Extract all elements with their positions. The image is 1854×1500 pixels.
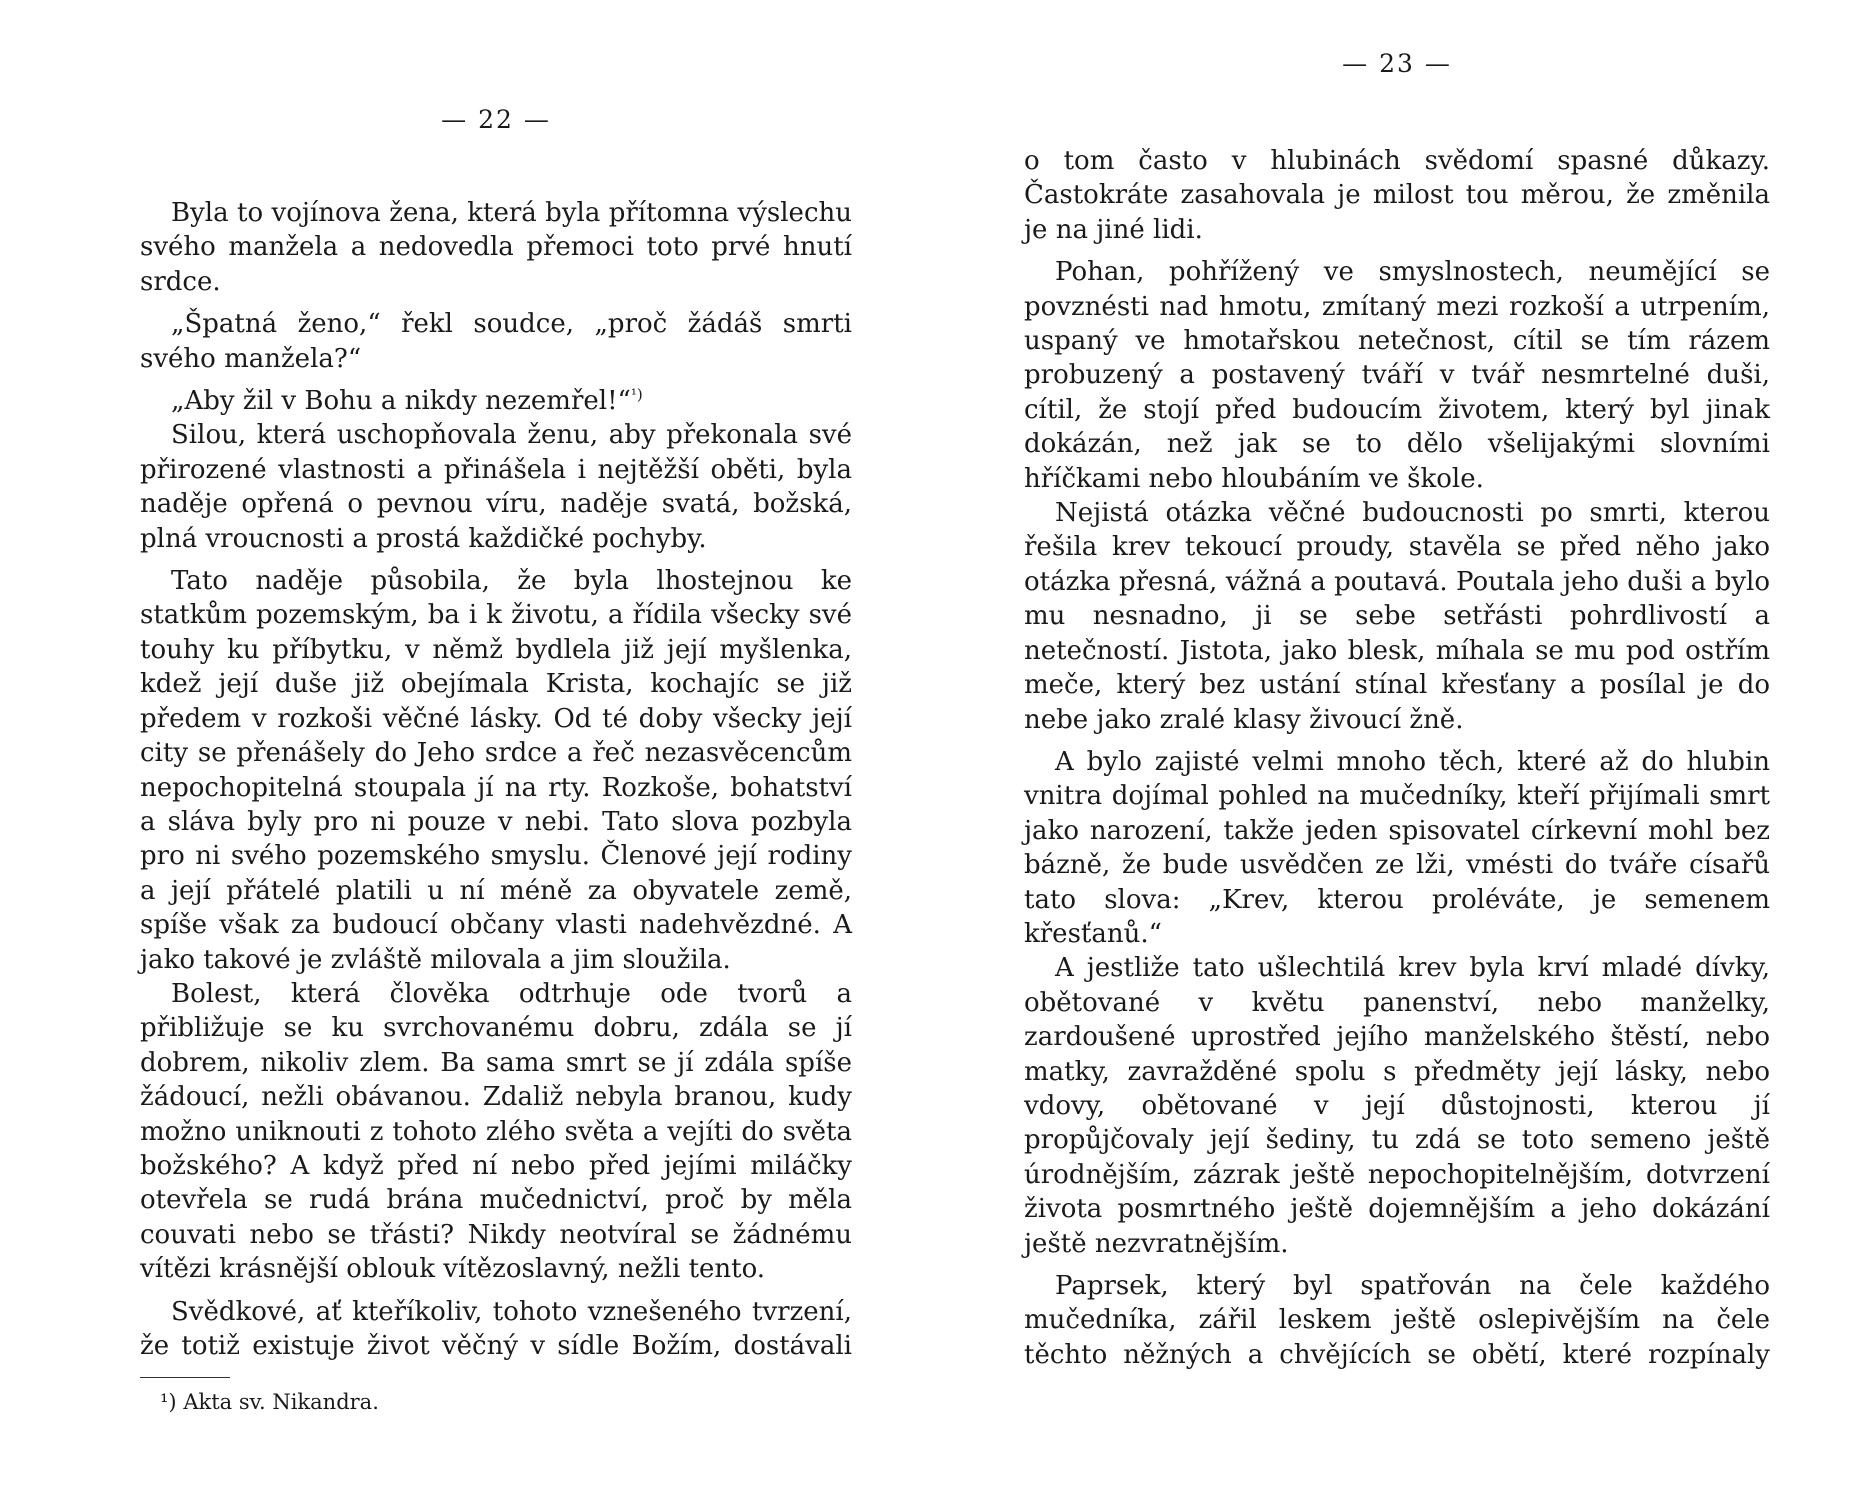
paragraph: Tato naděje působila, že byla lhostejnou ke statkům pozemským, ba i k životu, a řídila všecky své touhy ku příbytku, v němž bydlela již její myšlenka, kdež její duše již obejímala Krista, kochajíc se již předem v rozkoši věčné lásky. Od té doby všecky její city se přenášely do Jeho srdce a řeč nezasvěcencům nepochopitelná stoupala jí na rty. Rozkoše, bohatství a sláva byly pro ni pouze v nebi. Tato slova pozbyla pro ni svého pozemského smyslu. Členové její rodiny a její přátelé platili u ní méně za obyvatele země, spíše však za budoucí občany vlasti nadehvězdné. A jako takové je zvláště milovala a jim sloužila. — [140, 566, 852, 975]
paragraph — [140, 384, 852, 418]
paragraph: A jestliže tato ušlechtilá krev byla krví mladé dívky, obětované v květu panenství, nebo manželky, zardoušené uprostřed jejího manželského štěstí, nebo matky, zavražděné spolu s předměty její lásky, nebo vdovy, obětované v její důstojnosti, kterou jí propůjčovaly její šediny, tu zdá se toto semeno ještě úrodnějším, zázrak ještě nepochopitelnějším, dotvrzení života posmrtného ještě dojemnějším a jeho dokázání ještě nezvratnějším. — [1024, 953, 1770, 1259]
left-page — [140, 0, 852, 1416]
paragraph: Nejistá otázka věčné budoucnosti po smrti, kterou řešila krev tekoucí proudy, stavěla se před něho jako otázka přesná, vážná a poutavá. Poutala jeho duši a bylo mu nesnadno, ji se sebe setřásti pohrdlivostí a netečností. Jistota, jako blesk, míhala se mu pod ostřím meče, který bez ustání stínal křesťany a posílal je do nebe jako zralé klasy živoucí žně. — [1024, 498, 1770, 735]
paragraph: o tom často v hlubinách svědomí spasné důkazy. Častokráte zasahovala je milost tou měrou, že změnila je na jiné lidi. — [1024, 146, 1770, 245]
paragraph-text: „Aby žil v Bohu a nikdy nezemřel!“ — [171, 386, 631, 417]
footnote-reference: ¹) — [630, 385, 643, 404]
paragraph: Svědkové, ať kteříkoliv, tohoto vznešeného tvrzení, že totiž existuje život věčný v sídle Božím, dostávali — [140, 1296, 852, 1361]
footnote — [160, 1388, 852, 1416]
right-page-number: — 23 — — [1342, 49, 1452, 78]
footnote-text: Akta sv. Nikandra. — [183, 1390, 379, 1415]
paragraph: Byla to vojínova žena, která byla přítomna výslechu svého manžela a nedovedla přemoci toto prvé hnutí srdce. — [140, 198, 852, 297]
right-page — [1024, 0, 1770, 1372]
left-page-number: — 22 — — [441, 105, 551, 134]
right-page-body — [1024, 144, 1770, 1372]
paragraph: „Špatná ženo,“ řekl soudce, „proč žádáš smrti svého manžela?“ — [140, 309, 852, 374]
paragraph: Pohan, pohřížený ve smyslnostech, neumějící se povznésti nad hmotu, zmítaný mezi rozkoší a utrpením, uspaný ve hmotařskou netečnost, cítil se tím rázem probuzený a postavený tváří v tvář nesmrtelné duši, cítil, že stojí před budoucím životem, který byl jinak dokázán, než jak se to dělo všelijakými slovními hříčkami nebo hloubáním ve škole. — [1024, 257, 1770, 494]
footnote-marker: ¹) — [160, 1390, 177, 1415]
paragraph: A bylo zajisté velmi mnoho těch, které až do hlubin vnitra dojímal pohled na mučedníky, kteří přijímali smrt jako narození, takže jeden spisovatel církevní mohl bez bázně, že bude usvědčen ze lži, vmésti do tváře císařů tato slova: „Krev, kterou proléváte, je semenem křesťanů.“ — [1024, 746, 1770, 949]
footnote-divider — [140, 1377, 230, 1378]
paragraph: Silou, která uschopňovala ženu, aby překonala své přirozené vlastnosti a přinášela i nejtěžší oběti, byla naděje opřená o pevnou víru, naděje svatá, božská, plná vroucnosti a prostá každičké pochyby. — [140, 420, 852, 554]
left-page-body — [140, 196, 852, 1363]
paragraph: Bolest, která člověka odtrhuje ode tvorů a přibližuje se ku svrchovanému dobru, zdála se jí dobrem, nikoliv zlem. Ba sama smrt se jí zdála spíše žádoucí, nežli obávanou. Zdaliž nebyla branou, kudy možno uniknouti z tohoto zlého světa a vejíti do světa božského? A když před ní nebo před jejími miláčky otevřela se rudá brána mučednictví, proč by měla couvati nebo se třásti? Nikdy neotvíral se žádnému vítězi krásnější oblouk vítězoslavný, nežli tento. — [140, 978, 852, 1285]
paragraph: Paprsek, který byl spatřován na čele každého mučedníka, zářil leskem ještě oslepivějším na čele těchto něžných a chvějících se obětí, které rozpínaly — [1024, 1271, 1770, 1370]
